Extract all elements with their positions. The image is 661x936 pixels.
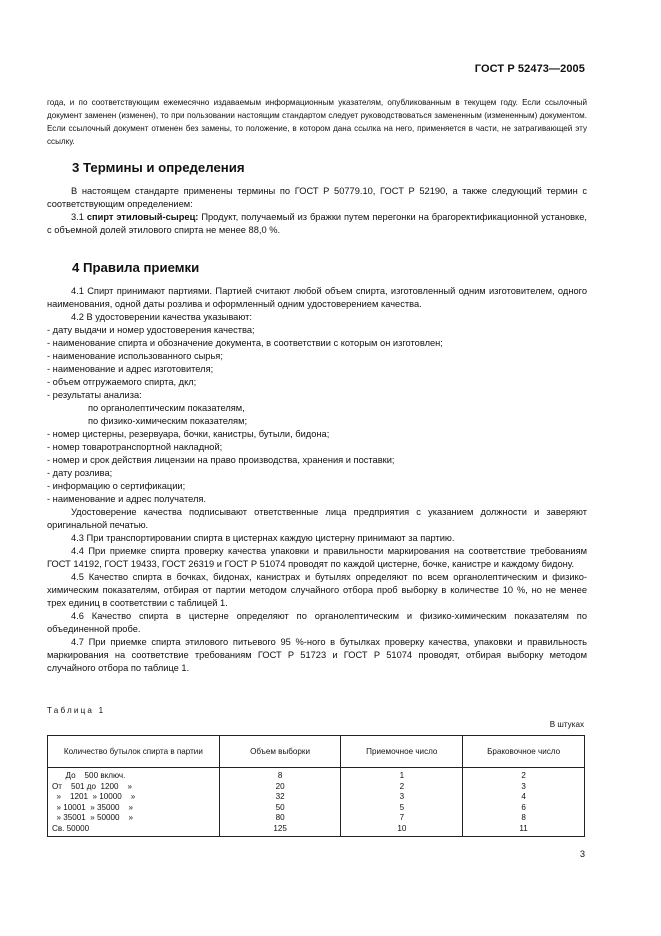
sub-list-item: по органолептическим показателям, xyxy=(88,403,245,413)
rejection-number-cell: 3 xyxy=(463,782,585,793)
list-item: - результаты анализа: xyxy=(47,390,142,400)
list-item: - наименование и адрес изготовителя; xyxy=(47,364,214,374)
table-row xyxy=(48,768,585,782)
table-row xyxy=(48,792,585,803)
sample-size-cell: 80 xyxy=(219,813,341,824)
rejection-number-cell: 8 xyxy=(463,813,585,824)
sample-size-cell: 32 xyxy=(219,792,341,803)
rejection-number-cell: 4 xyxy=(463,792,585,803)
batch-size-cell: От 501 до 1200 » xyxy=(48,782,220,793)
term-name: спирт этиловый-сырец: xyxy=(86,212,199,222)
list-item: - наименование спирта и обозначение документа, в соответствии с которым он изготовлен; xyxy=(47,338,443,348)
section-3-heading: 3 Термины и определения xyxy=(72,160,245,175)
list-item: - наименование использованного сырья; xyxy=(47,351,223,361)
section-3-body xyxy=(47,185,587,237)
clause-number: 3.1 xyxy=(71,212,84,222)
table-unit: В штуках xyxy=(549,720,584,729)
section-4-body xyxy=(47,285,587,675)
table-header-row xyxy=(48,736,585,768)
acceptance-number-cell: 2 xyxy=(341,782,463,793)
clause-4-3: 4.3 При транспортировании спирта в цистернах каждую цистерну принимают за партию. xyxy=(71,533,455,543)
list-item: - наименование и адрес получателя. xyxy=(47,494,207,504)
column-header: Приемочное число xyxy=(341,736,463,768)
list-item: - дату выдачи и номер удостоверения качества; xyxy=(47,325,255,335)
column-header: Браковочное число xyxy=(463,736,585,768)
section-4-heading: 4 Правила приемки xyxy=(72,260,200,275)
list-item: - информацию о сертификации; xyxy=(47,481,186,491)
acceptance-number-cell: 10 xyxy=(341,824,463,836)
table-row xyxy=(48,782,585,793)
term-definition: Продукт, получаемый из бражки путем перегонки на брагоректификационной установке, с объемной долей этилового спирта не менее 88,0 %. xyxy=(47,212,587,235)
table-title: Таблица 1 xyxy=(47,706,106,715)
batch-size-cell: » 35001 » 50000 » xyxy=(48,813,220,824)
document-code: ГОСТ Р 52473—2005 xyxy=(474,63,585,75)
list-item: - номер товаротранспортной накладной; xyxy=(47,442,223,452)
page-number: 3 xyxy=(579,849,585,859)
clause-4-5: 4.5 Качество спирта в бочках, бидонах, канистрах и бутылях определяют по всем органолептическим и физико-химическим показателям, отбирая от партии методом случайного отбора проб выборку в количестве 10 %, но не менее трех единиц в соответствии с таблицей 1. xyxy=(47,572,587,608)
clause-4-7: 4.7 При приемке спирта этилового питьевого 95 %-ного в бутылках проверку качества, упаковки и правильность маркирования на соответствие требованиям ГОСТ Р 51723 и ГОСТ Р 51074 проводят, отбирая выборку методом случайного отбора по таблице 1. xyxy=(47,637,587,673)
table-row xyxy=(48,803,585,814)
column-header: Объем выборки xyxy=(219,736,341,768)
batch-size-cell: » 10001 » 35000 » xyxy=(48,803,220,814)
acceptance-number-cell: 3 xyxy=(341,792,463,803)
sample-size-cell: 20 xyxy=(219,782,341,793)
signature-paragraph: Удостоверение качества подписывают ответственные лица предприятия с указанием должности и заверяют оригинальной печатью. xyxy=(47,507,587,530)
clause-4-6: 4.6 Качество спирта в цистерне определяют по органолептическим и физико-химическим показателям по объединенной пробе. xyxy=(47,611,587,634)
table-row xyxy=(48,813,585,824)
sub-list-item: по физико-химическим показателям; xyxy=(88,416,248,426)
acceptance-number-cell: 1 xyxy=(341,768,463,782)
section-3-paragraph-2 xyxy=(47,211,587,237)
clause-4-1: 4.1 Спирт принимают партиями. Партией считают любой объем спирта, изготовленный одним изготовителем, одного наименования, одной даты розлива и оформленный одним удостоверением качества. xyxy=(47,286,587,309)
sampling-table xyxy=(47,735,585,837)
intro-paragraph xyxy=(47,96,587,148)
intro-text: года, и по соответствующим ежемесячно издаваемым информационным указателям, опубликованным в текущем году. Если ссылочный документ заменен (изменен), то при пользовании настоящим стандартом следует руководствоваться замененным (измененным) документом. Если ссылочный документ отменен без замены, то положение, в котором дана ссылка на него, применяется в части, не затрагивающей эту ссылку. xyxy=(47,98,587,146)
batch-size-cell: До 500 включ. xyxy=(48,768,220,782)
list-item: - дату розлива; xyxy=(47,468,113,478)
batch-size-cell: Св. 50000 xyxy=(48,824,220,836)
table-row xyxy=(48,824,585,836)
list-item: - объем отгружаемого спирта, дкл; xyxy=(47,377,197,387)
section-3-paragraph-1: В настоящем стандарте применены термины по ГОСТ Р 50779.10, ГОСТ Р 52190, а также следующий термин с соответствующим определением: xyxy=(47,186,587,209)
list-item: - номер цистерны, резервуара, бочки, канистры, бутыли, бидона; xyxy=(47,429,330,439)
acceptance-number-cell: 7 xyxy=(341,813,463,824)
clause-4-4: 4.4 При приемке спирта проверку качества упаковки и правильности маркирования на соответствие требованиям ГОСТ 14192, ГОСТ 19433, ГОСТ 26319 и ГОСТ Р 51074 проводят по каждой цистерне, бочке, канистре и каждому бидону. xyxy=(47,546,587,569)
clause-4-2: 4.2 В удостоверении качества указывают: xyxy=(71,312,252,322)
batch-size-cell: » 1201 » 10000 » xyxy=(48,792,220,803)
list-item: - номер и срок действия лицензии на право производства, хранения и поставки; xyxy=(47,455,395,465)
sample-size-cell: 125 xyxy=(219,824,341,836)
sample-size-cell: 8 xyxy=(219,768,341,782)
rejection-number-cell: 2 xyxy=(463,768,585,782)
rejection-number-cell: 11 xyxy=(463,824,585,836)
acceptance-number-cell: 5 xyxy=(341,803,463,814)
sample-size-cell: 50 xyxy=(219,803,341,814)
column-header: Количество бутылок спирта в партии xyxy=(48,736,220,768)
rejection-number-cell: 6 xyxy=(463,803,585,814)
